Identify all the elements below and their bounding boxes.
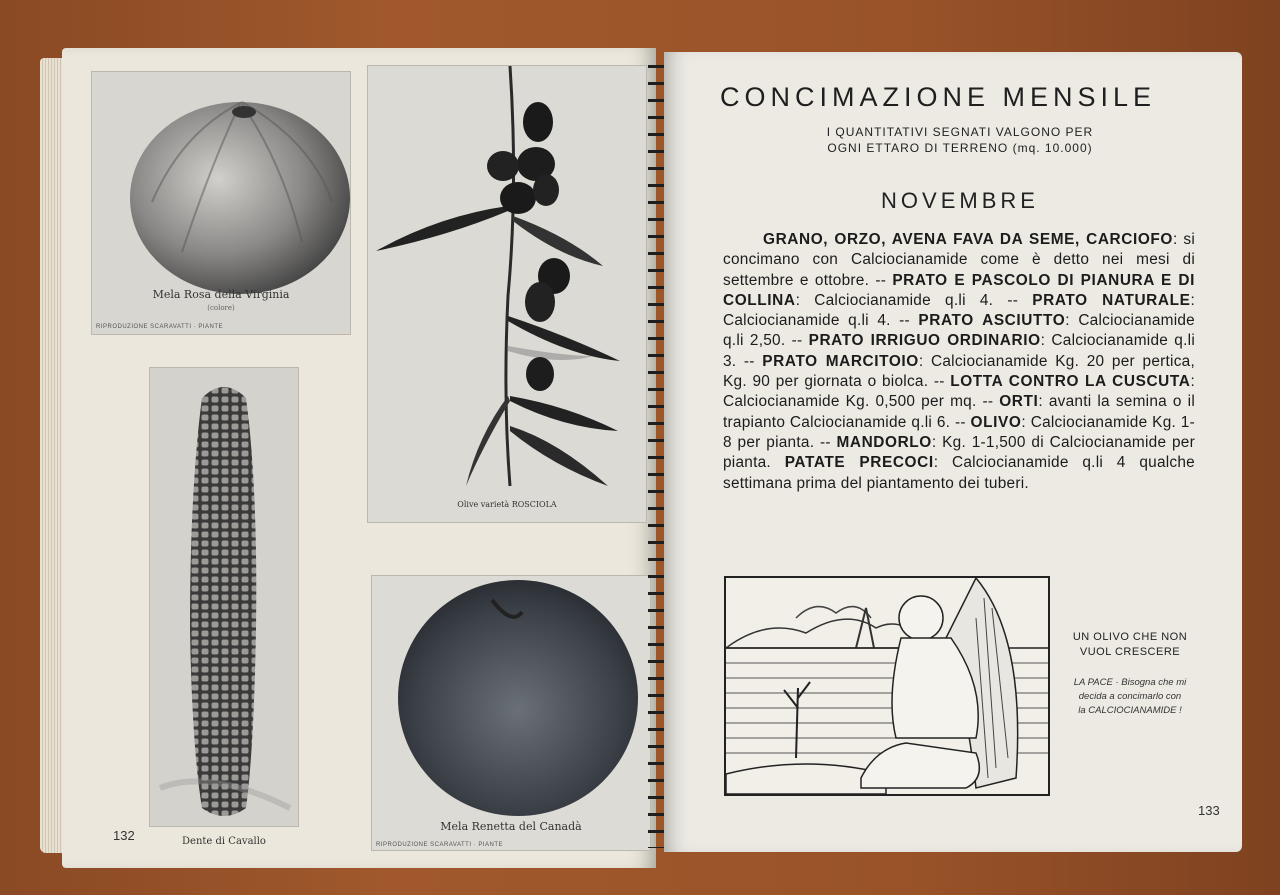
photo-olive — [368, 66, 646, 522]
caption-olive: Olive varietà ROSCIOLA — [457, 500, 557, 509]
crop-orti: ORTI — [999, 393, 1039, 411]
subtitle-line-2: OGNI ETTARO DI TERRENO (mq. 10.000) — [827, 141, 1093, 155]
text-prato-marcitoio: : Calciocianamide Kg. 20 per pertica, Kg. 90 per giornata o biolca. -- — [723, 352, 1195, 391]
cartoon-caption-line-3: la CALCIOCIANAMIDE ! — [1078, 705, 1182, 716]
text-grano: : si concimano con Calciocianamide come è detto nei mesi di settembre e ottobre. -- — [723, 231, 1195, 289]
text-mandorlo: : Kg. 1-1,500 di Calciocianamide per pianta. — [723, 433, 1195, 472]
subtitle-line-1: I QUANTITATIVI SEGNATI VALGONO PER — [826, 125, 1094, 139]
cartoon-title — [1055, 630, 1205, 660]
crop-mandorlo: MANDORLO — [836, 433, 932, 451]
text-prato-irriguo: : Calciocianamide q.li 3. -- — [723, 332, 1195, 370]
text-orti: : avanti la semina o il trapianto Calciocianamide q.li 6. -- — [723, 393, 1196, 431]
crop-prato-marcitoio: PRATO MARCITOIO — [762, 352, 919, 370]
crop-grano: GRANO, ORZO, AVENA FAVA DA SEME, CARCIOFO — [763, 231, 1173, 248]
cartoon-title-line-2: VUOL CRESCERE — [1079, 646, 1181, 658]
page-number-left: 132 — [113, 828, 135, 843]
text-patate: : Calciocianamide q.li 4 qualche settimana prima del piantamento dei tuberi. — [723, 454, 1195, 492]
crop-prato-asciutto: PRATO ASCIUTTO — [918, 312, 1066, 330]
text-prato-naturale: : Calciocianamide q.li 4. -- — [723, 291, 1195, 330]
credit-mela-rosa: RIPRODUZIONE SCARAVATTI · PIANTE — [96, 324, 224, 330]
photo-mela-renetta — [372, 576, 650, 850]
crop-olivo: OLIVO — [970, 413, 1022, 431]
cartoon-caption-line-1: LA PACE · Bisogna che mi — [1073, 677, 1187, 688]
text-olivo: : Calciocianamide Kg. 1-8 per pianta. -- — [723, 413, 1195, 451]
cartoon-caption-line-2: decida a concimarlo con — [1078, 691, 1182, 702]
fertilizer-paragraph — [723, 230, 1195, 494]
caption-mela-rosa-note: (colore) — [207, 304, 235, 312]
apple-renetta-image — [372, 576, 650, 816]
angel-cartoon-drawing — [726, 578, 1048, 794]
crop-prato-naturale: PRATO NATURALE — [1032, 291, 1191, 309]
crop-cuscuta: LOTTA CONTRO LA CUSCUTA — [950, 373, 1191, 391]
apple-image — [92, 72, 350, 302]
text-prato-asciutto: : Calciocianamide q.li 2,50. -- — [723, 312, 1195, 350]
page-subtitle — [760, 124, 1160, 156]
cartoon-caption — [1055, 676, 1205, 718]
text-cuscuta: : Calciocianamide Kg. 0,500 per mq. -- — [723, 373, 1195, 411]
cartoon-illustration — [724, 576, 1050, 796]
caption-corn: Dente di Cavallo — [182, 836, 266, 847]
crop-prato-pascolo: PRATO E PASCOLO DI PIANURA E DI COLLINA — [723, 271, 1195, 309]
crop-patate: PATATE PRECOCI — [784, 454, 934, 472]
crop-prato-irriguo: PRATO IRRIGUO ORDINARIO — [808, 332, 1041, 350]
corn-cob-image — [150, 368, 298, 826]
photo-mela-rosa — [92, 72, 350, 334]
caption-mela-renetta: Mela Renetta del Canadà — [440, 820, 582, 833]
caption-mela-rosa: Mela Rosa della Virginia — [152, 288, 290, 301]
page-title: CONCIMAZIONE MENSILE — [720, 82, 1157, 112]
photo-corn — [150, 368, 298, 826]
cartoon-title-line-1: UN OLIVO CHE NON — [1072, 631, 1188, 643]
month-heading: NOVEMBRE — [881, 188, 1039, 213]
credit-mela-renetta: RIPRODUZIONE SCARAVATTI · PIANTE — [376, 842, 504, 848]
text-prato-pascolo: : Calciocianamide q.li 4. -- — [795, 291, 1033, 309]
olive-branch-image — [368, 66, 646, 491]
page-number-right: 133 — [1198, 803, 1220, 818]
